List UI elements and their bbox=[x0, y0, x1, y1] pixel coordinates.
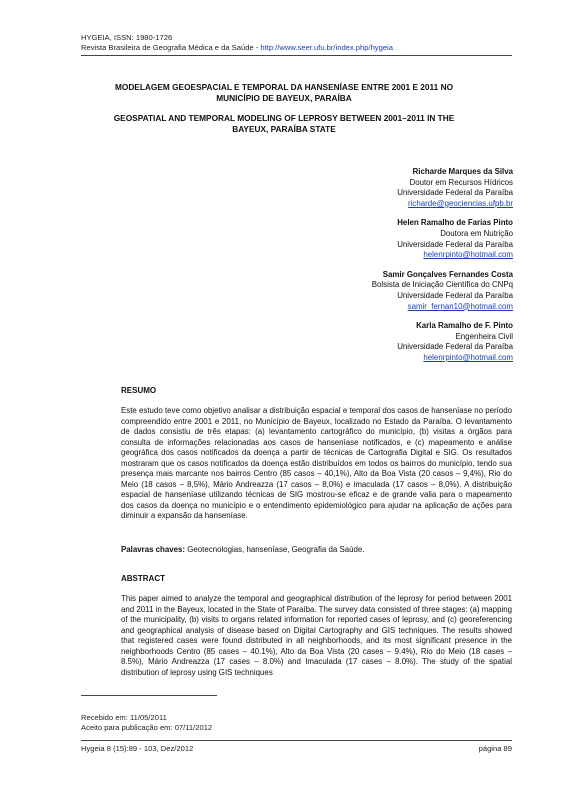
journal-issn: HYGEIA, ISSN: 1980-1726 bbox=[81, 33, 173, 42]
author-email-link[interactable]: helenrpinto@hotmail.com bbox=[423, 250, 513, 260]
footnote-rule bbox=[81, 695, 217, 696]
author-institution: Universidade Federal da Paraíba bbox=[397, 342, 513, 352]
journal-header bbox=[81, 33, 393, 53]
author-role: Doutora em Nutrição bbox=[440, 228, 513, 238]
author-role: Doutor em Recursos Hídricos bbox=[409, 177, 513, 187]
header-rule bbox=[81, 55, 512, 56]
page-footer bbox=[81, 744, 512, 753]
resumo-text: Este estudo teve como objetivo analisar a distribuição espacial e temporal dos casos de hanseníase no período compreendido entre 2001 e 2011, no Município de Bayeux, localizado no Estado da Paraíba. O levantamento de dados consistiu de três etapas: (a) levantamento cartográfico do município, (b) visitas a órgãos para consulta de informações relacionadas aos casos de hanseníase notificados, e (c) mapeamento e análise geográfica dos casos notificados da doença a partir de técnicas de Cartografia Digital e SIG. Os resultados mostraram que os casos notificados da doença estão distribuídos em todos os bairros do município, tendo sua presença mais marcante nos bairros Centro (85 casos – 40,1%), Alto da Boa Vista (20 casos – 9,4%), Rio do Meio (18 casos – 8,5%), Mário Andreazza (17 casos – 8,0%) e imaculada (17 casos – 8,0%). A distribuição espacial de hanseníase utilizando técnicas de SIG mostrou-se eficaz e de grande valia para o mapeamento dos casos da doença no município e o entendimento epidemiológico para ajudar na aplicação de ações para diminuir a expansão da hanseníase. bbox=[121, 406, 512, 520]
resumo-heading: RESUMO bbox=[121, 386, 157, 395]
abstract-heading: ABSTRACT bbox=[121, 574, 165, 583]
accepted-date: Aceito para publicação em: 07/11/2012 bbox=[81, 723, 213, 732]
author-entry bbox=[213, 218, 513, 260]
author-email-link[interactable]: helenrpinto@hotmail.com bbox=[423, 352, 513, 362]
received-date: Recebido em: 11/05/2011 bbox=[81, 713, 167, 722]
title-english: GEOSPATIAL AND TEMPORAL MODELING OF LEPROSY BETWEEN 2001–2011 IN THE BAYEUX, PARAÍBA STATE bbox=[113, 113, 455, 134]
author-institution: Universidade Federal da Paraíba bbox=[397, 290, 513, 300]
journal-url-link[interactable]: http://www.seer.ufu.br/index.php/hygeia bbox=[260, 43, 393, 52]
keywords-label: Palavras chaves: bbox=[121, 545, 186, 554]
author-entry bbox=[213, 321, 513, 363]
author-name: Helen Ramalho de Farias Pinto bbox=[397, 218, 513, 228]
author-entry bbox=[213, 167, 513, 209]
journal-subtitle-text: Revista Brasileira de Geografia Médica e da Saúde - bbox=[81, 43, 261, 52]
author-institution: Universidade Federal da Paraíba bbox=[397, 188, 513, 198]
authors-block bbox=[213, 167, 513, 373]
author-name: Samir Gonçalves Fernandes Costa bbox=[382, 269, 513, 279]
footer-rule bbox=[81, 740, 512, 741]
footer-citation: Hygeia 8 (15):89 - 103, Dez/2012 bbox=[81, 744, 194, 753]
footnote bbox=[81, 713, 212, 733]
keywords-list: Geotecnologias, hanseníase, Geografia da Saúde. bbox=[185, 545, 365, 554]
abstract-text: This paper aimed to analyze the temporal and geographical distribution of the leprosy for period between 2001 and 2011 in the Bayeux, located in the State of Paraíba. The survey data consisted of three stages: (a) mapping of the municipality, (b) visits to organs related information for reported cases of leprosy, and (c) georeferencing and geographical analysis of disease based on Digital Cartography and GIS techniques. The results showed that registered cases were found distributed in all neighborhoods, and its most significant presence in the neighborhoods Centro (85 cases – 40.1%), Alto da Boa Vista (20 cases – 9.4%), Rio do Meio (18 cases – 8.5%), Mário Andreazza (17 cases – 8.0%) and Imaculada (17 cases – 8.0%). The study of the spatial distribution of leprosy using GIS techniques bbox=[121, 594, 512, 677]
author-role: Bolsista de Iniciação Científica do CNPq bbox=[371, 280, 513, 290]
page-number: página 89 bbox=[478, 744, 512, 753]
author-name: Karla Ramalho de F. Pinto bbox=[416, 321, 513, 331]
author-email-link[interactable]: richarde@geociencias.ufpb.br bbox=[408, 198, 513, 208]
author-role: Engenheira Civil bbox=[455, 331, 513, 341]
author-institution: Universidade Federal da Paraíba bbox=[397, 239, 513, 249]
title-portuguese: MODELAGEM GEOESPACIAL E TEMPORAL DA HANSENÍASE ENTRE 2001 E 2011 NO MUNICÍPIO DE BAYEUX, PARAÍBA bbox=[114, 82, 454, 103]
author-name: Richarde Marques da Silva bbox=[412, 167, 513, 176]
journal-subtitle bbox=[81, 43, 393, 53]
author-email-link[interactable]: samir_fernan10@hotmail.com bbox=[407, 301, 513, 311]
author-entry bbox=[213, 270, 513, 312]
resumo-keywords bbox=[121, 545, 512, 556]
